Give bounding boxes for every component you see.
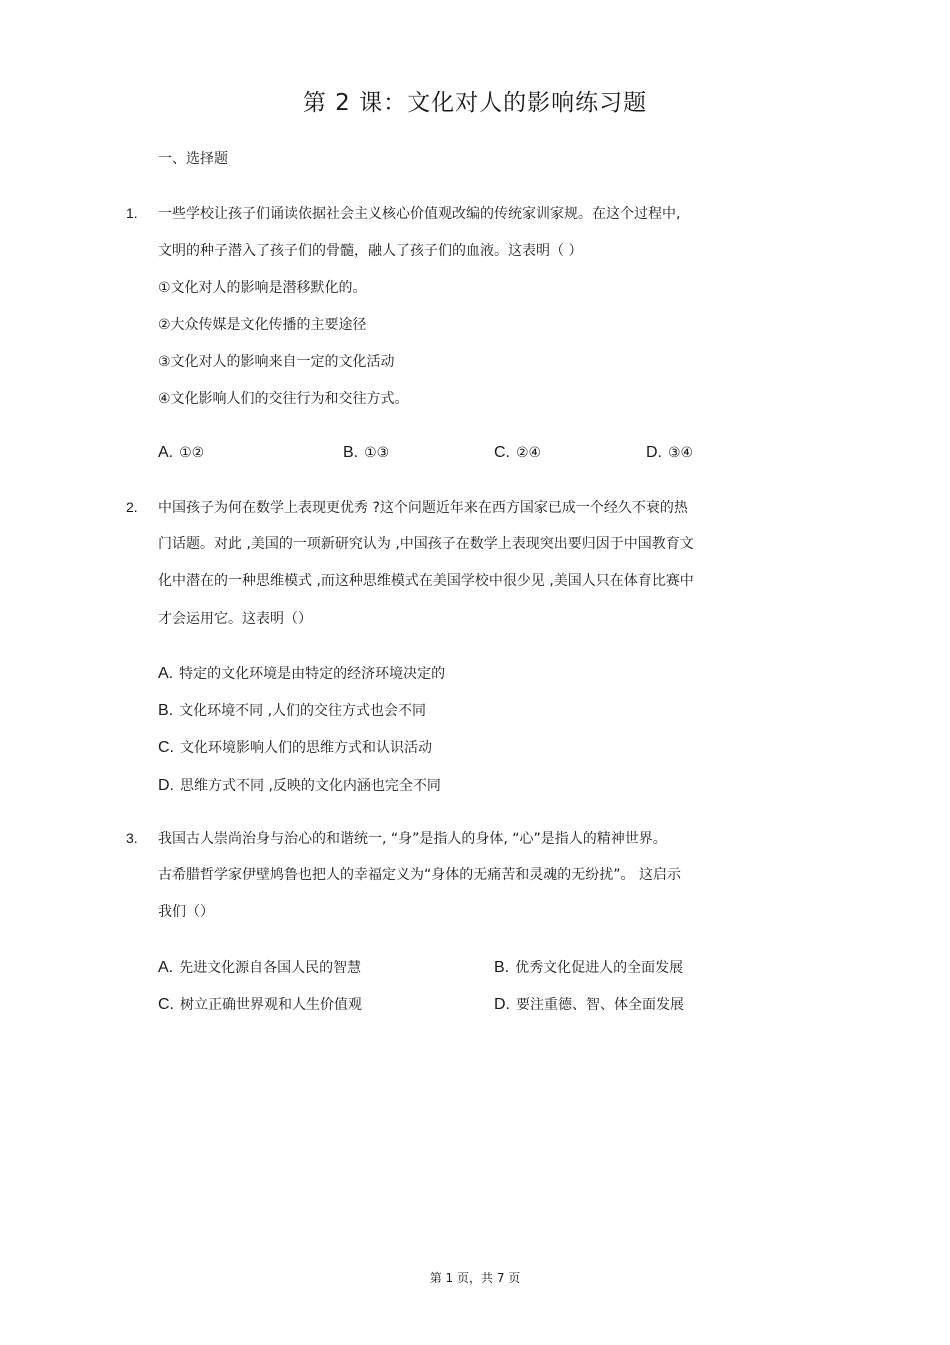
option-letter: D.	[646, 444, 662, 461]
option-letter: C.	[158, 739, 174, 756]
question-3-option-a	[158, 957, 361, 977]
option-text: ①②	[179, 445, 205, 461]
question-2-option-a	[158, 663, 445, 683]
option-text: 文化环境不同 ,人们的交往方式也会不同	[179, 703, 427, 719]
option-text: 先进文化源自各国人民的智慧	[179, 960, 362, 976]
option-letter: A.	[158, 959, 174, 976]
question-1-option-d	[646, 444, 693, 462]
option-letter: C.	[494, 444, 510, 461]
question-1-line: 一些学校让孩子们诵读依据社会主义核心价值观改编的传统家训家规。在这个过程中,	[158, 206, 681, 222]
question-3-line: 古希腊哲学家伊壁鸠鲁也把人的幸福定义为“身体的无痛苦和灵魂的无纷扰”。 这启示	[158, 867, 681, 883]
option-text: 优秀文化促进人的全面发展	[515, 960, 684, 976]
option-letter: B.	[158, 702, 174, 719]
option-letter: D.	[158, 777, 174, 794]
question-2-option-c	[158, 737, 432, 757]
question-1-statement: ①文化对人的影响是潜移默化的。	[158, 280, 367, 296]
section-heading: 一、选择题	[158, 151, 228, 167]
question-3-line: 我们（）	[158, 904, 214, 920]
option-text: 要注重德、智、体全面发展	[516, 997, 684, 1013]
question-3-number: 3.	[126, 830, 138, 846]
option-text: 思维方式不同 ,反映的文化内涵也完全不同	[180, 778, 441, 794]
page-title: 第 2 课：文化对人的影响练习题	[302, 90, 648, 116]
option-letter: A.	[158, 665, 174, 682]
option-text: ②④	[516, 445, 542, 461]
option-text: 特定的文化环境是由特定的经济环境决定的	[179, 666, 446, 682]
option-letter: B.	[343, 444, 359, 461]
option-text: ③④	[668, 445, 694, 461]
question-1-statement: ③文化对人的影响来自一定的文化活动	[158, 354, 395, 370]
question-3-line: 我国古人崇尚治身与治心的和谐统一, “身”是指人的身体, “心”是指人的精神世界。	[158, 831, 667, 847]
option-text: ①③	[364, 445, 390, 461]
question-1-option-b	[343, 444, 389, 462]
question-3-option-d	[494, 994, 684, 1014]
option-letter: D.	[494, 996, 510, 1013]
page-footer: 第 1 页，共 7 页	[429, 1271, 521, 1285]
question-1-line: 文明的种子潜入了孩子们的骨髓，融人了孩子们的血液。这表明（ ）	[158, 243, 583, 259]
option-letter: A.	[158, 444, 174, 461]
option-text: 树立正确世界观和人生价值观	[180, 997, 362, 1013]
question-2-option-b	[158, 700, 426, 720]
question-3-option-c	[158, 994, 362, 1014]
question-2-line: 中国孩子为何在数学上表现更优秀 ?这个问题近年来在西方国家已成一个经久不衰的热	[158, 500, 688, 516]
question-1-statement: ④文化影响人们的交往行为和交往方式。	[158, 391, 409, 407]
question-1-number: 1.	[126, 205, 138, 221]
option-text: 文化环境影响人们的思维方式和认识活动	[180, 740, 432, 756]
option-letter: B.	[494, 959, 510, 976]
question-1-option-c	[494, 444, 541, 462]
option-letter: C.	[158, 996, 174, 1013]
question-2-number: 2.	[126, 499, 138, 515]
question-1-statement: ②大众传媒是文化传播的主要途径	[158, 317, 367, 333]
question-2-line: 才会运用它。这表明（）	[158, 611, 312, 627]
question-2-line: 化中潜在的一种思维模式 ,而这种思维模式在美国学校中很少见 ,美国人只在体育比赛中	[158, 573, 694, 589]
question-3-option-b	[494, 957, 683, 977]
question-2-option-d	[158, 775, 441, 795]
question-1-option-a	[158, 444, 204, 462]
question-2-line: 门话题。对此 ,美国的一项新研究认为 ,中国孩子在数学上表现突出要归因于中国教育文	[158, 536, 694, 552]
